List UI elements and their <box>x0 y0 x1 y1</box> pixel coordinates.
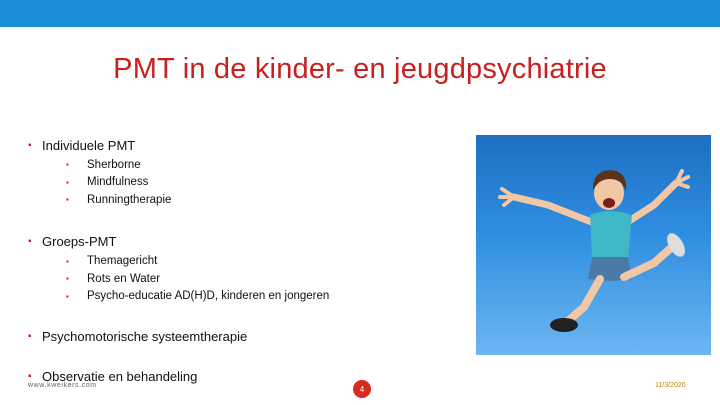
section-label: Groeps-PMT <box>42 234 117 249</box>
page-number-badge: 4 <box>353 380 371 398</box>
sub-item: Mindfulness <box>87 176 149 189</box>
bullet-list <box>28 136 468 385</box>
sub-item: Sherborne <box>87 158 141 171</box>
bullet-icon: ▪ <box>66 195 69 205</box>
section-label: Observatie en behandeling <box>42 368 198 384</box>
jumping-child-photo <box>476 135 711 355</box>
bullet-icon: ▪ <box>66 291 69 301</box>
top-accent-bar <box>0 0 720 27</box>
section-groeps-pmt <box>28 233 468 306</box>
section-label: Psychomotorische systeemtherapie <box>42 328 248 344</box>
bullet-icon: ▪ <box>66 160 69 170</box>
bullet-icon: ▪ <box>66 177 69 187</box>
jumping-child-illustration <box>476 135 711 355</box>
slide-title: PMT in de kinder- en jeugdpsychiatrie <box>113 53 607 85</box>
section-individuele-pmt <box>28 136 468 209</box>
bullet-icon: ▪ <box>66 274 69 284</box>
bullet-icon: ▪ <box>28 330 32 342</box>
bullet-icon: ▪ <box>66 256 69 266</box>
bullet-icon: ▪ <box>28 139 32 151</box>
footer-date: 11/3/2020 <box>655 382 686 389</box>
bullet-icon: ▪ <box>28 236 32 247</box>
sub-item: Themagericht <box>87 255 158 268</box>
sub-item: Runningtherapie <box>87 193 172 206</box>
footer-source: www.kweikers.com <box>28 382 97 389</box>
sub-item: Rots en Water <box>87 272 161 285</box>
bullet-icon: ▪ <box>28 370 32 382</box>
section-systeemtherapie <box>28 327 468 345</box>
sub-item: Psycho-educatie AD(H)D, kinderen en jongeren <box>87 290 330 303</box>
section-label: Individuele PMT <box>42 137 136 153</box>
